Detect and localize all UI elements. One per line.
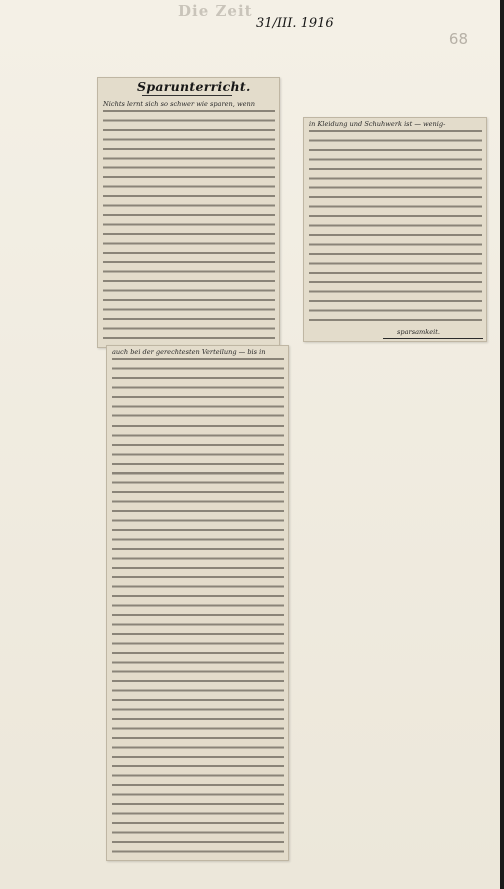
first-line: in Kleidung und Schuhwerk ist — wenig-: [309, 120, 446, 128]
title-underline: [142, 95, 232, 96]
last-line: sparsamkeit.: [397, 328, 441, 336]
clipping-column-1: [97, 77, 280, 348]
first-line: auch bei der gerechtesten Verteilung — bis in: [112, 348, 266, 356]
newspaper-stamp: Die Zeit: [178, 2, 253, 20]
clipping-column-2: [106, 345, 289, 861]
body-text-lines: [112, 425, 284, 855]
handwritten-date: 31/III. 1916: [256, 16, 334, 31]
body-text-lines: [112, 358, 284, 421]
article-title: Sparunterricht.: [137, 79, 251, 94]
clipping-column-3: [303, 117, 487, 342]
body-text-lines: [103, 110, 275, 344]
end-rule: [383, 338, 483, 339]
first-line: Nichts lernt sich so schwer wie sparen, wenn: [103, 100, 256, 108]
page-number: 68: [448, 30, 468, 48]
scan-edge: [500, 0, 504, 889]
body-text-lines: [309, 130, 482, 326]
